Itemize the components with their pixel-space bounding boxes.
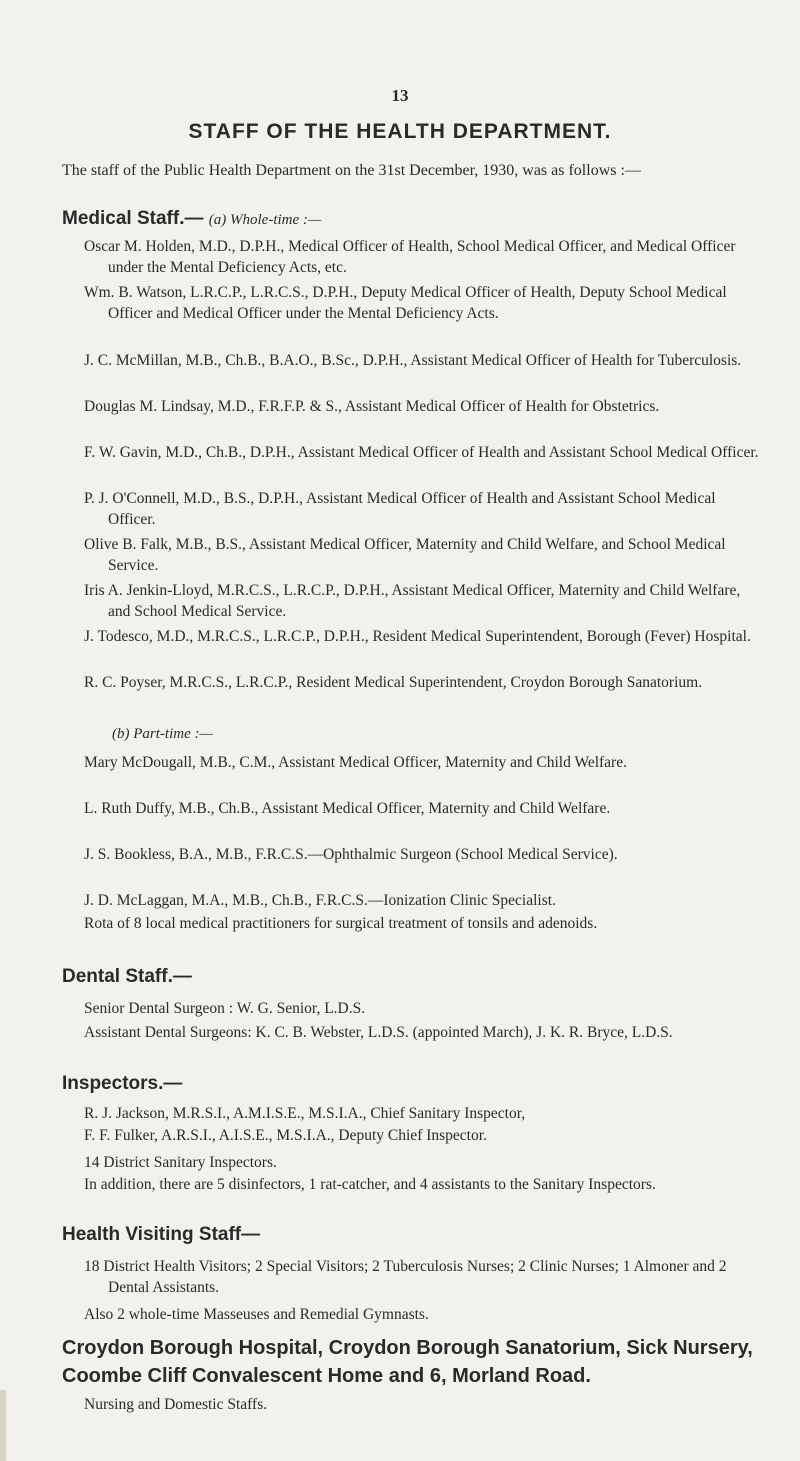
hospitals-heading: Croydon Borough Hospital, Croydon Borough Sanatorium, Sick Nursery, Coombe Cliff Convalescent Home and 6, Morland Road.	[62, 1337, 753, 1387]
staff-entry: Also 2 whole-time Masseuses and Remedial Gymnasts.	[84, 1306, 429, 1323]
staff-entry: Olive B. Falk, M.B., B.S., Assistant Medical Officer, Maternity and Child Welfare, and School Medical Service.	[84, 536, 726, 574]
health-visiting-heading: Health Visiting Staff—	[62, 1224, 261, 1245]
hospitals-note: Nursing and Domestic Staffs.	[84, 1396, 268, 1413]
staff-entry: F. W. Gavin, M.D., Ch.B., D.P.H., Assistant Medical Officer of Health and Assistant School Medical Officer.	[84, 444, 759, 461]
staff-entry: In addition, there are 5 disinfectors, 1 rat-catcher, and 4 assistants to the Sanitary Inspectors.	[84, 1176, 656, 1193]
staff-entry: Iris A. Jenkin-Lloyd, M.R.C.S., L.R.C.P., D.P.H., Assistant Medical Officer, Maternity and Child Welfare, and School Medical Service.	[84, 582, 741, 620]
staff-entry: Douglas M. Lindsay, M.D., F.R.F.P. & S., Assistant Medical Officer of Health for Obstetrics.	[84, 398, 660, 415]
page-number: 13	[391, 86, 409, 105]
staff-entry: Wm. B. Watson, L.R.C.P., L.R.C.S., D.P.H., Deputy Medical Officer of Health, Deputy School Medical Officer and Medical Officer under the Mental Deficiency Acts.	[84, 284, 727, 322]
staff-entry: Oscar M. Holden, M.D., D.P.H., Medical Officer of Health, School Medical Officer, and Medical Officer under the Mental Deficiency Acts, etc.	[84, 238, 736, 276]
staff-entry: R. C. Poyser, M.R.C.S., L.R.C.P., Resident Medical Superintendent, Croydon Borough Sanatorium.	[84, 674, 703, 691]
staff-entry: J. Todesco, M.D., M.R.C.S., L.R.C.P., D.P.H., Resident Medical Superintendent, Borough (Fever) Hospital.	[84, 628, 751, 645]
part-time-label: (b) Part-time :—	[112, 726, 213, 742]
staff-entry: Rota of 8 local medical practitioners for surgical treatment of tonsils and adenoids.	[84, 915, 598, 932]
staff-entry: P. J. O'Connell, M.D., B.S., D.P.H., Assistant Medical Officer of Health and Assistant School Medical Officer.	[84, 490, 716, 528]
staff-entry: 14 District Sanitary Inspectors.	[84, 1154, 277, 1171]
staff-entry: J. S. Bookless, B.A., M.B., F.R.C.S.—Ophthalmic Surgeon (School Medical Service).	[84, 846, 618, 863]
staff-entry: Mary McDougall, M.B., C.M., Assistant Medical Officer, Maternity and Child Welfare.	[84, 754, 627, 771]
staff-entry: Assistant Dental Surgeons: K. C. B. Webster, L.D.S. (appointed March), J. K. R. Bryce, L.D.S.	[84, 1024, 673, 1041]
staff-entry: J. D. McLaggan, M.A., M.B., Ch.B., F.R.C.S.—Ionization Clinic Specialist.	[84, 892, 556, 909]
staff-entry: F. F. Fulker, A.R.S.I., A.I.S.E., M.S.I.A., Deputy Chief Inspector.	[84, 1127, 487, 1144]
inspectors-heading: Inspectors.—	[62, 1073, 183, 1094]
medical-staff-title: Medical Staff.—	[62, 208, 204, 229]
staff-entry: L. Ruth Duffy, M.B., Ch.B., Assistant Medical Officer, Maternity and Child Welfare.	[84, 800, 611, 817]
page-title: STAFF OF THE HEALTH DEPARTMENT.	[188, 120, 612, 143]
intro-paragraph: The staff of the Public Health Department on the 31st December, 1930, was as follows :—	[62, 162, 641, 179]
medical-staff-heading	[62, 208, 321, 230]
staff-entry: J. C. McMillan, M.B., Ch.B., B.A.O., B.Sc., D.P.H., Assistant Medical Officer of Health for Tuberculosis.	[84, 352, 742, 369]
whole-time-label: (a) Whole-time :—	[208, 212, 322, 228]
page-edge-shadow	[0, 1390, 6, 1461]
staff-entry: R. J. Jackson, M.R.S.I., A.M.I.S.E., M.S.I.A., Chief Sanitary Inspector,	[84, 1105, 526, 1122]
staff-entry: Senior Dental Surgeon : W. G. Senior, L.D.S.	[84, 1000, 366, 1017]
staff-entry: 18 District Health Visitors; 2 Special Visitors; 2 Tuberculosis Nurses; 2 Clinic Nurses; 1 Almoner and 2 Dental Assistants.	[84, 1258, 727, 1296]
dental-staff-heading: Dental Staff.—	[62, 966, 192, 987]
